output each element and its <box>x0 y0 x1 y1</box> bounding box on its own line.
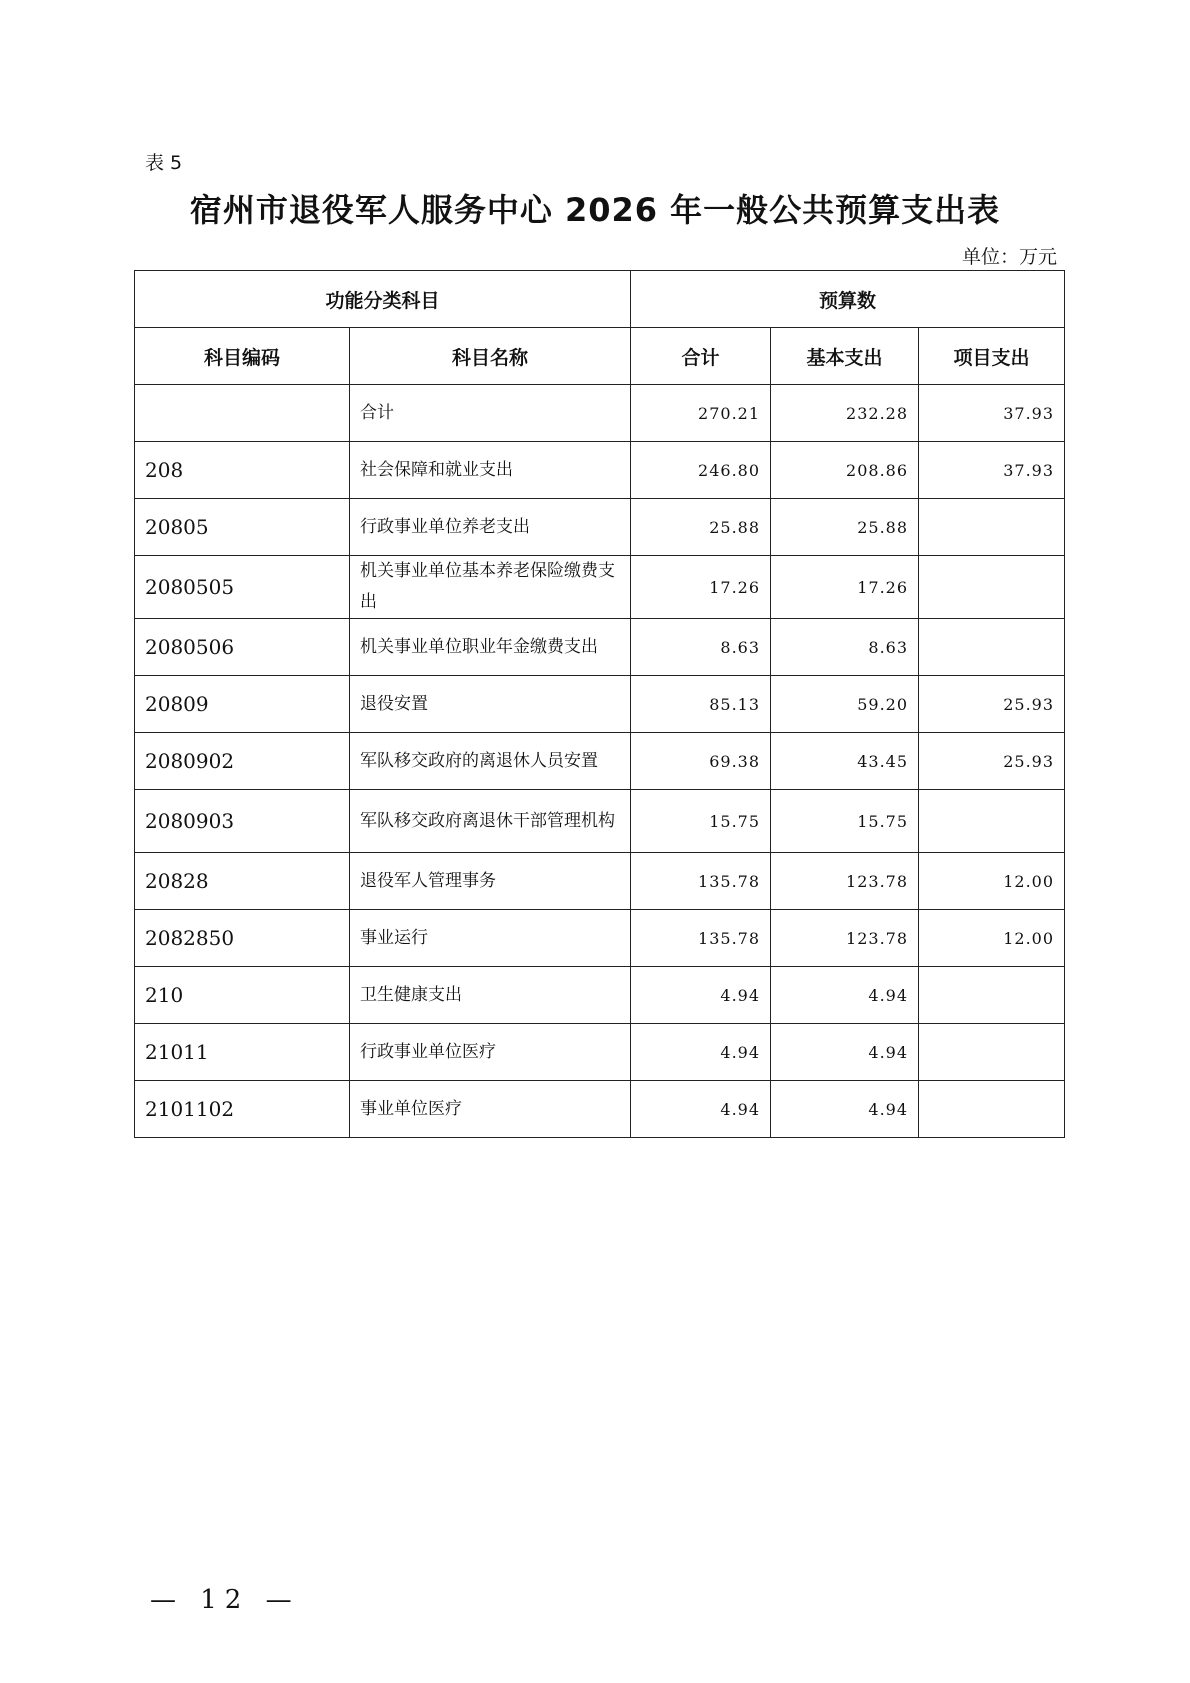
cell-basic: 25.88 <box>771 499 919 556</box>
cell-basic: 17.26 <box>771 556 919 619</box>
cell-code: 2080903 <box>135 790 350 853</box>
cell-total: 15.75 <box>631 790 771 853</box>
cell-name: 行政事业单位养老支出 <box>350 499 631 556</box>
table-row <box>135 619 1065 676</box>
cell-project: 37.93 <box>919 442 1065 499</box>
cell-name: 社会保障和就业支出 <box>350 442 631 499</box>
cell-total: 17.26 <box>631 556 771 619</box>
header-project: 项目支出 <box>919 328 1065 385</box>
cell-total: 270.21 <box>631 385 771 442</box>
table-row <box>135 853 1065 910</box>
cell-basic: 59.20 <box>771 676 919 733</box>
cell-total: 135.78 <box>631 853 771 910</box>
cell-code: 20809 <box>135 676 350 733</box>
table-row <box>135 499 1065 556</box>
cell-project: 12.00 <box>919 853 1065 910</box>
cell-project <box>919 1024 1065 1081</box>
cell-code: 2080505 <box>135 556 350 619</box>
cell-project: 37.93 <box>919 385 1065 442</box>
table-row <box>135 442 1065 499</box>
cell-project <box>919 790 1065 853</box>
cell-project <box>919 556 1065 619</box>
cell-basic: 4.94 <box>771 1081 919 1138</box>
cell-total: 4.94 <box>631 1024 771 1081</box>
header-code: 科目编码 <box>135 328 350 385</box>
cell-name: 事业单位医疗 <box>350 1081 631 1138</box>
table-row <box>135 790 1065 853</box>
cell-total: 25.88 <box>631 499 771 556</box>
cell-name: 退役军人管理事务 <box>350 853 631 910</box>
cell-basic: 43.45 <box>771 733 919 790</box>
cell-basic: 123.78 <box>771 853 919 910</box>
cell-name: 卫生健康支出 <box>350 967 631 1024</box>
cell-code: 20805 <box>135 499 350 556</box>
table-row <box>135 733 1065 790</box>
document-title: 宿州市退役军人服务中心 2026 年一般公共预算支出表 <box>189 191 1001 229</box>
cell-code: 2082850 <box>135 910 350 967</box>
cell-name: 机关事业单位基本养老保险缴费支出 <box>350 556 631 619</box>
cell-code: 2080506 <box>135 619 350 676</box>
cell-name: 军队移交政府的离退休人员安置 <box>350 733 631 790</box>
cell-basic: 8.63 <box>771 619 919 676</box>
cell-basic: 208.86 <box>771 442 919 499</box>
header-classification: 功能分类科目 <box>135 271 631 328</box>
cell-total: 246.80 <box>631 442 771 499</box>
cell-total: 69.38 <box>631 733 771 790</box>
cell-name: 军队移交政府离退休干部管理机构 <box>350 790 631 853</box>
table-row <box>135 676 1065 733</box>
cell-project <box>919 499 1065 556</box>
cell-total: 135.78 <box>631 910 771 967</box>
cell-name: 合计 <box>350 385 631 442</box>
cell-code <box>135 385 350 442</box>
cell-name: 机关事业单位职业年金缴费支出 <box>350 619 631 676</box>
table-row <box>135 1024 1065 1081</box>
unit-label: 单位：万元 <box>961 246 1057 268</box>
cell-basic: 123.78 <box>771 910 919 967</box>
table-row <box>135 910 1065 967</box>
cell-name: 行政事业单位医疗 <box>350 1024 631 1081</box>
cell-name: 退役安置 <box>350 676 631 733</box>
table-row <box>135 1081 1065 1138</box>
cell-total: 85.13 <box>631 676 771 733</box>
cell-project: 25.93 <box>919 676 1065 733</box>
table-row <box>135 385 1065 442</box>
cell-code: 20828 <box>135 853 350 910</box>
header-budget: 预算数 <box>631 271 1065 328</box>
cell-project <box>919 1081 1065 1138</box>
cell-code: 210 <box>135 967 350 1024</box>
cell-basic: 4.94 <box>771 1024 919 1081</box>
table-label: 表 5 <box>145 152 183 174</box>
cell-basic: 4.94 <box>771 967 919 1024</box>
cell-code: 2080902 <box>135 733 350 790</box>
cell-project <box>919 619 1065 676</box>
budget-table <box>134 270 1065 1138</box>
cell-project: 12.00 <box>919 910 1065 967</box>
cell-total: 8.63 <box>631 619 771 676</box>
cell-basic: 232.28 <box>771 385 919 442</box>
cell-code: 21011 <box>135 1024 350 1081</box>
cell-basic: 15.75 <box>771 790 919 853</box>
header-name: 科目名称 <box>350 328 631 385</box>
cell-total: 4.94 <box>631 967 771 1024</box>
cell-code: 208 <box>135 442 350 499</box>
table-row <box>135 967 1065 1024</box>
cell-project <box>919 967 1065 1024</box>
header-basic: 基本支出 <box>771 328 919 385</box>
header-total: 合计 <box>631 328 771 385</box>
cell-name: 事业运行 <box>350 910 631 967</box>
page-number: — 12 — <box>150 1585 300 1615</box>
cell-code: 2101102 <box>135 1081 350 1138</box>
table-row <box>135 556 1065 619</box>
cell-project: 25.93 <box>919 733 1065 790</box>
cell-total: 4.94 <box>631 1081 771 1138</box>
